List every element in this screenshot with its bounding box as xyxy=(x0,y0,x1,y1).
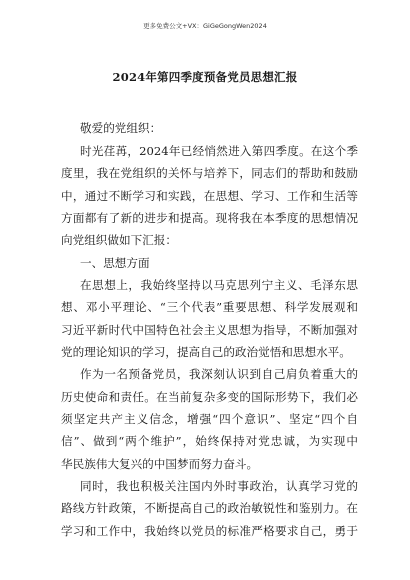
salutation: 敬爱的党组织： xyxy=(80,121,162,135)
paragraph-line: 向党组织做如下汇报： xyxy=(61,233,177,247)
paragraph-line: 信”、做到“两个维护”，始终保持对党忠诚，为实现中 xyxy=(61,434,358,448)
paragraph-line: 度里，我在党组织的关怀与培养下，同志们的帮助和鼓励 xyxy=(61,166,358,180)
paragraph-line: 时光荏苒，2024年已经悄然进入第四季度。在这个季 xyxy=(80,144,358,158)
paragraph-line: 在思想上，我始终坚持以马克思列宁主义、毛泽东思 xyxy=(80,278,358,292)
paragraph-line: 华民族伟大复兴的中国梦而努力奋斗。 xyxy=(61,457,259,471)
paragraph-line: 想、邓小平理论、“三个代表”重要思想、科学发展观和 xyxy=(61,300,358,314)
paragraph-line: 作为一名预备党员，我深刻认识到自己肩负着重大的 xyxy=(80,367,358,381)
paragraph-line: 习近平新时代中国特色社会主义思想为指导，不断加强对 xyxy=(61,323,358,337)
paragraph-line: 同时，我也积极关注国内外时事政治，认真学习党的 xyxy=(80,479,358,493)
header-note: 更多免费公文+VX：GiGeGongWen2024 xyxy=(143,22,267,30)
paragraph-line: 须坚定共产主义信念，增强“四个意识”、坚定“四个自 xyxy=(61,412,358,426)
section-heading: 一、思想方面 xyxy=(80,256,150,270)
paragraph-line: 党的理论知识的学习，提高自己的政治觉悟和思想水平。 xyxy=(61,345,351,359)
paragraph-line: 历史使命和责任。在当前复杂多变的国际形势下，我们必 xyxy=(61,390,358,404)
document-title: 2024年第四季度预备党员思想汇报 xyxy=(112,70,298,84)
paragraph-line: 学习和工作中，我始终以党员的标准严格要求自己，勇于 xyxy=(61,524,358,538)
paragraph-line: 路线方针政策，不断提高自己的政治敏锐性和鉴别力。在 xyxy=(61,501,358,515)
paragraph-line: 中，通过不断学习和实践，在思想、学习、工作和生活等 xyxy=(61,189,358,203)
paragraph-line: 方面都有了新的进步和提高。现将我在本季度的思想情况 xyxy=(61,211,358,225)
